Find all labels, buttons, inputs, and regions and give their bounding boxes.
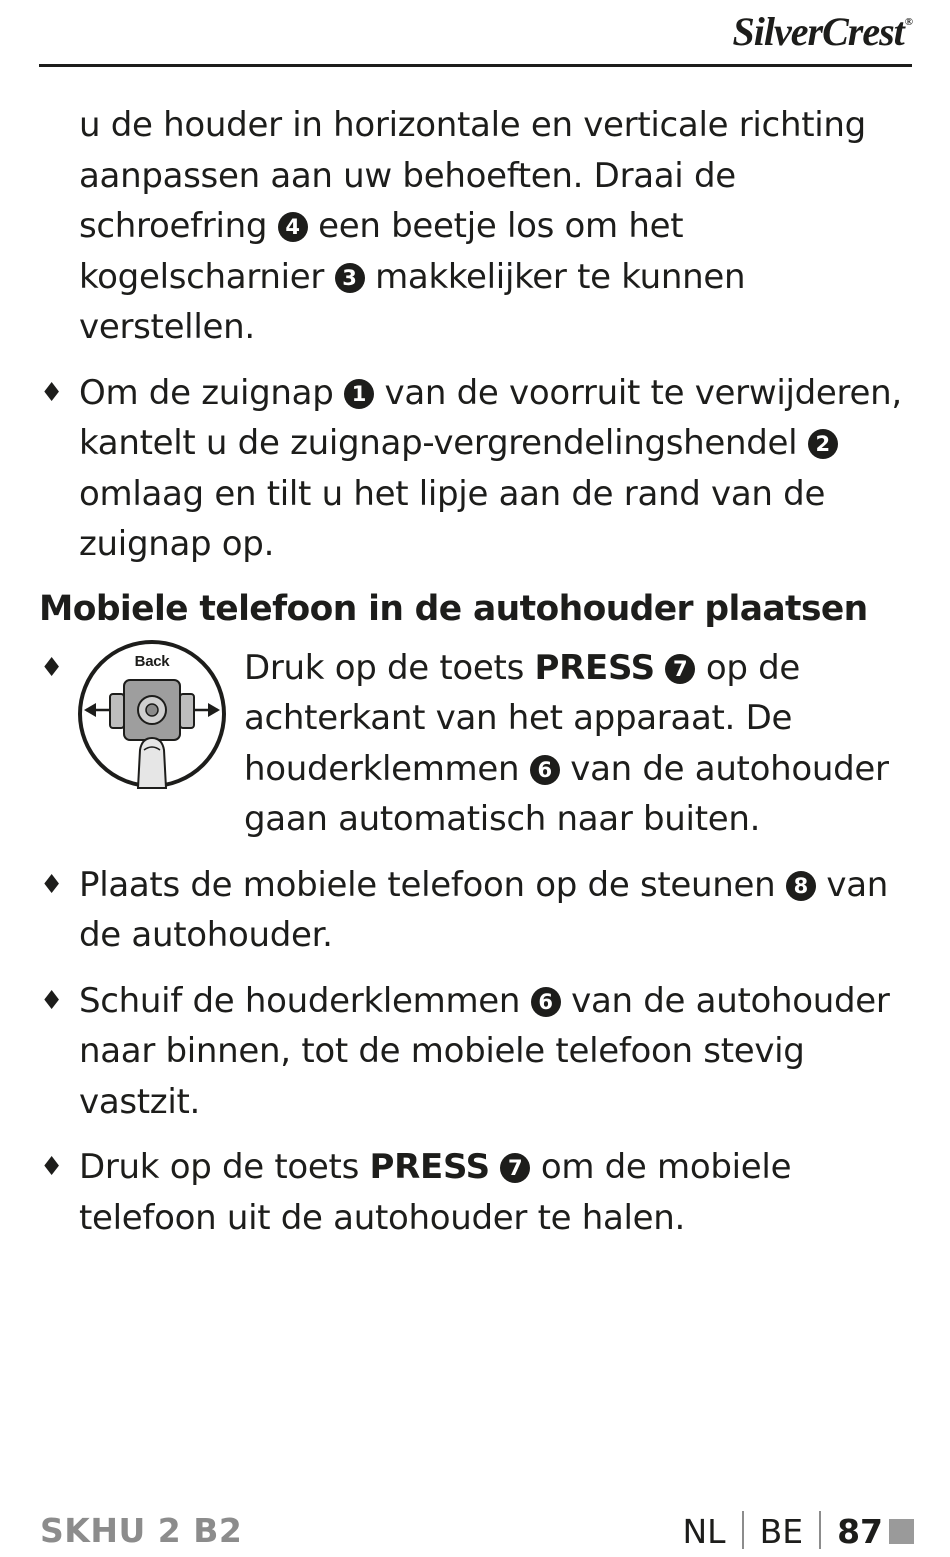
- callout-number: 3: [335, 263, 365, 293]
- bullet-icon: ♦: [40, 1152, 64, 1182]
- language-code: NL: [682, 1512, 726, 1551]
- page-content: [0, 100, 950, 1258]
- square-icon: [889, 1519, 914, 1544]
- header-rule: [39, 64, 912, 67]
- back-label: Back: [134, 652, 170, 670]
- section-heading: Mobiele telefoon in de autohouder plaatsen: [39, 588, 868, 629]
- language-code: BE: [759, 1512, 804, 1551]
- bullet-icon: ♦: [40, 377, 64, 408]
- callout-number: 6: [530, 755, 560, 785]
- bullet-icon: ♦: [40, 652, 64, 683]
- bullet-icon: ♦: [40, 869, 64, 900]
- bullet-item-press: ♦ Back Druk op de toets PRESS 7 op de achterkant van het apparaat. De houderklemmen 6 van de autohouder gaan automatisch naar buiten.: [0, 643, 950, 845]
- bullet-item-place: ♦ Plaats de mobiele telefoon op de steunen 8 van de autohouder.: [0, 860, 950, 961]
- page-number: 87: [837, 1512, 883, 1551]
- bullet-item-remove-phone: ♦ Druk op de toets PRESS 7 om de mobiele telefoon uit de autohouder te halen.: [0, 1142, 950, 1243]
- paragraph-adjust: u de houder in horizontale en verticale richting aanpassen aan uw behoeften. Draai de schroefring 4 een beetje los om het kogelscharnier 3 makkelijker te kunnen verstellen.: [79, 105, 866, 347]
- bullet-icon: ♦: [40, 985, 64, 1016]
- press-back-illustration: [76, 638, 228, 790]
- callout-number: 8: [786, 871, 816, 901]
- brand-logo: SilverCrest®: [732, 9, 912, 54]
- model-number: SKHU 2 B2: [40, 1511, 243, 1550]
- page-footer: [682, 1511, 914, 1551]
- callout-number: 6: [531, 987, 561, 1017]
- bullet-item-slide: ♦ Schuif de houderklemmen 6 van de autohouder naar binnen, tot de mobiele telefoon stevig vastzit.: [0, 976, 950, 1128]
- callout-number: 1: [344, 379, 374, 409]
- callout-number: 2: [808, 429, 838, 459]
- divider: [742, 1511, 744, 1549]
- divider: [819, 1511, 821, 1549]
- callout-number: 4: [278, 212, 308, 242]
- callout-number: 7: [665, 654, 695, 684]
- callout-number: 7: [500, 1153, 530, 1183]
- bullet-item-remove: ♦ Om de zuignap 1 van de voorruit te verwijderen, kantelt u de zuignap-vergrendelingshendel 2 omlaag en tilt u het lipje aan de rand van de zuignap op.: [0, 368, 950, 570]
